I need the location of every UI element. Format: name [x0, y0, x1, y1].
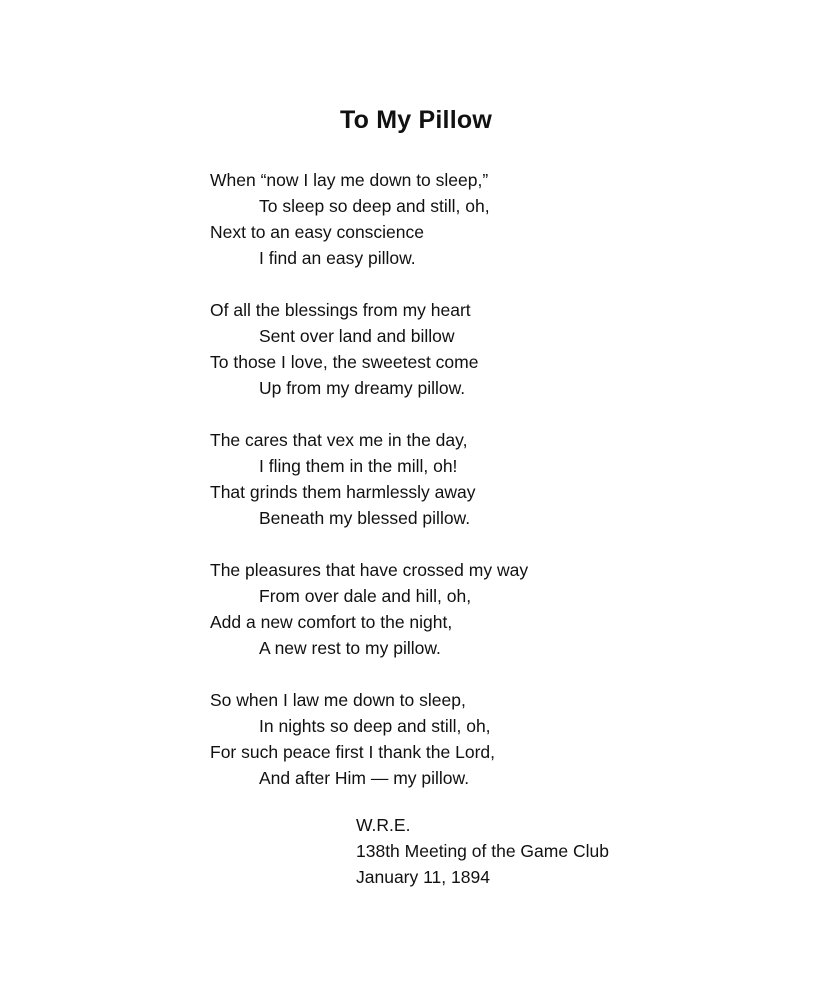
- poem-line: I find an easy pillow.: [259, 248, 416, 268]
- signature-date: January 11, 1894: [356, 867, 490, 887]
- poem-line: To sleep so deep and still, oh,: [259, 196, 490, 216]
- poem-line: Up from my dreamy pillow.: [259, 378, 466, 398]
- poem-title: To My Pillow: [340, 106, 492, 134]
- poem-line: To those I love, the sweetest come: [210, 352, 479, 372]
- poem-line: The pleasures that have crossed my way: [210, 560, 529, 580]
- poem-line: A new rest to my pillow.: [259, 638, 441, 658]
- signature-author: W.R.E.: [356, 815, 411, 835]
- poem-line: When “now I lay me down to sleep,”: [210, 170, 489, 190]
- poem-line: For such peace first I thank the Lord,: [210, 742, 496, 762]
- stanza-2: [210, 297, 770, 401]
- stanza-3: [210, 427, 770, 531]
- poem-line: So when I law me down to sleep,: [210, 690, 466, 710]
- stanza-1: [210, 167, 770, 271]
- poem-line: That grinds them harmlessly away: [210, 482, 476, 502]
- poem-line: Next to an easy conscience: [210, 222, 425, 242]
- stanza-4: [210, 557, 770, 661]
- poem-body: [210, 167, 770, 817]
- signature-block: [356, 812, 609, 890]
- poem-line: And after Him — my pillow.: [259, 768, 470, 788]
- poem-line: From over dale and hill, oh,: [259, 586, 472, 606]
- poem-line: Sent over land and billow: [259, 326, 455, 346]
- poem-line: The cares that vex me in the day,: [210, 430, 468, 450]
- poem-line: In nights so deep and still, oh,: [259, 716, 491, 736]
- stanza-5: [210, 687, 770, 791]
- poem-line: Beneath my blessed pillow.: [259, 508, 471, 528]
- poem-line: I fling them in the mill, oh!: [259, 456, 458, 476]
- poem-line: Add a new comfort to the night,: [210, 612, 453, 632]
- signature-occasion: 138th Meeting of the Game Club: [356, 841, 609, 861]
- poem-line: Of all the blessings from my heart: [210, 300, 471, 320]
